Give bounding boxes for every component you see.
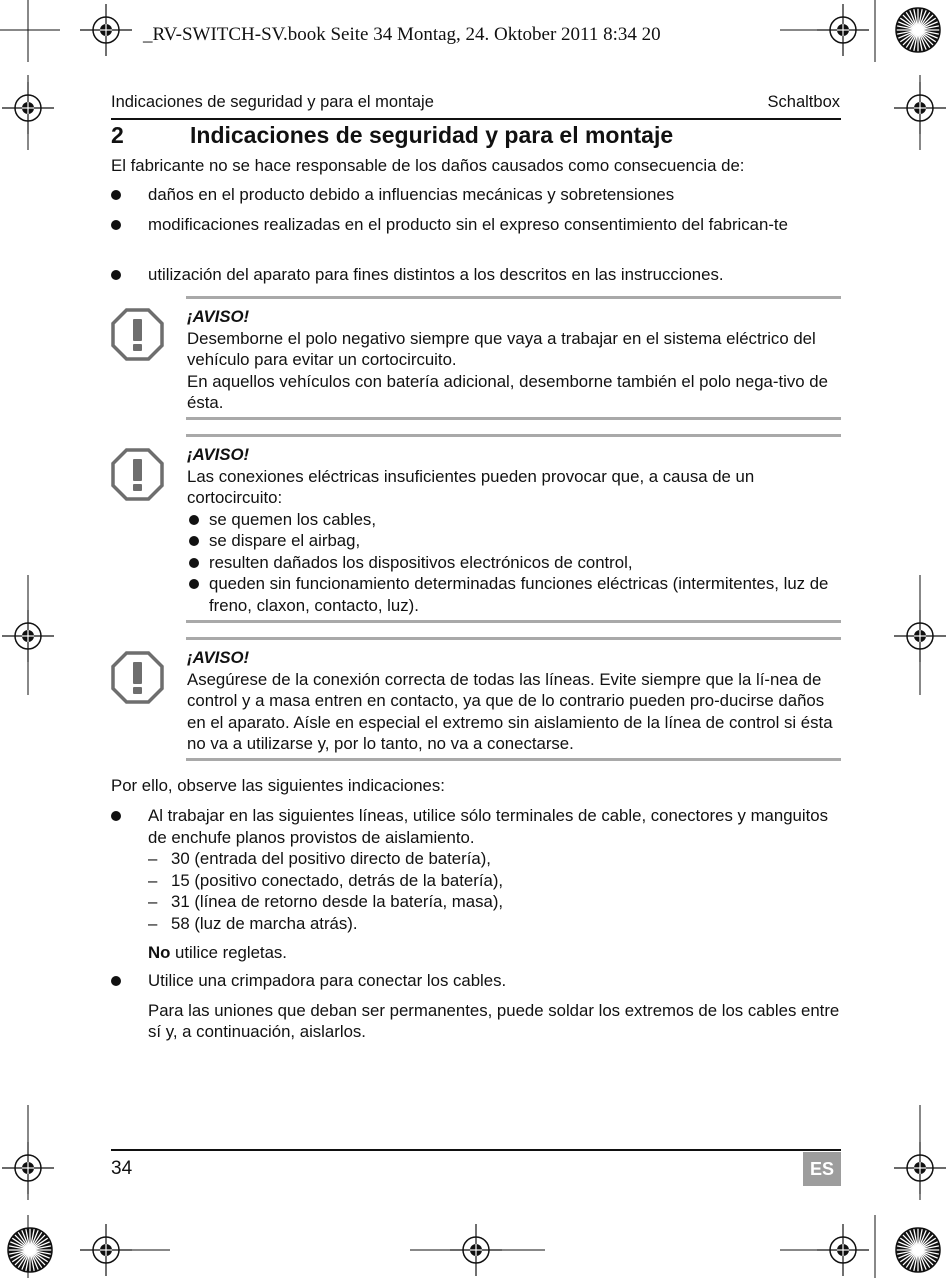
notice-title: ¡AVISO!: [187, 445, 250, 464]
section-heading: [111, 122, 673, 149]
list-item: – 15 (positivo conectado, detrás de la batería),: [148, 870, 841, 892]
notice-title: ¡AVISO!: [187, 307, 250, 326]
list-item: resulten dañados los dispositivos electrónicos de control,: [187, 552, 841, 574]
instruction-text: Utilice una crimpadora para conectar los cables.: [148, 971, 507, 990]
page-number: 34: [111, 1158, 133, 1179]
header-rule: [111, 118, 841, 120]
list-item: modificaciones realizadas en el producto sin el expreso consentimiento del fabrican-te: [111, 214, 841, 236]
notice-rule-bottom: [186, 417, 841, 420]
notice-text: Las conexiones eléctricas insuficientes pueden provocar que, a causa de un cortocircuito:: [187, 466, 755, 507]
registration-mark-icon: [2, 1142, 54, 1194]
notice-title: ¡AVISO!: [187, 648, 250, 667]
notice-content: [187, 444, 841, 616]
bullet-icon: [111, 220, 121, 230]
list-item: se quemen los cables,: [187, 509, 841, 531]
notice-text: Asegúrese de la conexión correcta de todas las líneas. Evite siempre que la lí-nea de control y a masa entren en contacto, ya que de lo contrario pueden pro-ducirse daños en el aparato. Aísle en especial el extremo sin aislamiento de la línea de control si ésta no va a utilizarse y, por lo tanto, no va a conectarse.: [187, 669, 833, 753]
notice-rule-top: [186, 296, 841, 299]
notice-rule-bottom: [186, 620, 841, 623]
registration-mark-icon: [80, 1224, 132, 1276]
registration-mark-icon: [894, 1142, 946, 1194]
list-item: [111, 805, 841, 964]
notice-rule-top: [186, 637, 841, 640]
star-target-icon: [896, 8, 940, 52]
notice-list: [187, 509, 841, 617]
language-badge: ES: [803, 1152, 841, 1186]
list-item: daños en el producto debido a influencias mecánicas y sobretensiones: [111, 184, 841, 206]
star-target-icon: [896, 1228, 940, 1272]
footer-rule: [111, 1149, 841, 1151]
bullet-icon: [111, 811, 121, 821]
terminal-list: [148, 848, 841, 934]
bullet-icon: [111, 976, 121, 986]
list-item: – 30 (entrada del positivo directo de batería),: [148, 848, 841, 870]
list-item: utilización del aparato para fines distintos a los descritos en las instrucciones.: [111, 264, 841, 286]
warning-exclamation-icon: [111, 308, 164, 361]
instruction-note: No utilice regletas.: [148, 943, 287, 962]
list-item: queden sin funcionamiento determinadas funciones eléctricas (intermitentes, luz de freno, claxon, contacto, luz).: [187, 573, 841, 616]
registration-mark-icon: [450, 1224, 502, 1276]
notice-rule-bottom: [186, 758, 841, 761]
registration-mark-icon: [817, 1224, 869, 1276]
instruction-note: Para las uniones que deban ser permanentes, puede soldar los extremos de los cables entre sí y, a continuación, aislarlos.: [148, 1000, 840, 1041]
warning-exclamation-icon: [111, 651, 164, 704]
section-number: 2: [111, 122, 124, 148]
instruction-text: Al trabajar en las siguientes líneas, utilice sólo terminales de cable, conectores y manguitos de enchufe planos provistos de aislamiento.: [148, 806, 829, 847]
list-item: se dispare el airbag,: [187, 530, 841, 552]
bullet-icon: [111, 270, 121, 280]
observe-intro: Por ello, observe las siguientes indicaciones:: [111, 776, 445, 795]
registration-mark-icon: [894, 610, 946, 662]
printer-slug-line: _RV-SWITCH-SV.book Seite 34 Montag, 24. Oktober 2011 8:34 20: [143, 24, 661, 45]
notice-content: [187, 306, 841, 414]
notice-rule-top: [186, 434, 841, 437]
notice-content: [187, 647, 841, 755]
intro-text: El fabricante no se hace responsable de los daños causados como consecuencia de:: [111, 156, 745, 175]
list-item: – 58 (luz de marcha atrás).: [148, 913, 841, 935]
notice-text: Desemborne el polo negativo siempre que vaya a trabajar en el sistema eléctrico del vehículo para evitar un cortocircuito.: [187, 328, 816, 369]
star-target-icon: [8, 1228, 52, 1272]
registration-mark-icon: [817, 4, 869, 56]
list-item: – 31 (línea de retorno desde la batería, masa),: [148, 891, 841, 913]
running-header-title: Indicaciones de seguridad y para el montaje: [111, 93, 434, 111]
notice-text: En aquellos vehículos con batería adicional, desemborne también el polo nega-tivo de ésta.: [187, 371, 828, 412]
list-item: [111, 970, 841, 1043]
bullet-icon: [111, 190, 121, 200]
running-header-product: Schaltbox: [767, 93, 840, 111]
warning-exclamation-icon: [111, 448, 164, 501]
registration-mark-icon: [2, 82, 54, 134]
registration-mark-icon: [894, 82, 946, 134]
registration-mark-icon: [80, 4, 132, 56]
registration-mark-icon: [2, 610, 54, 662]
section-title: Indicaciones de seguridad y para el montaje: [190, 122, 674, 148]
